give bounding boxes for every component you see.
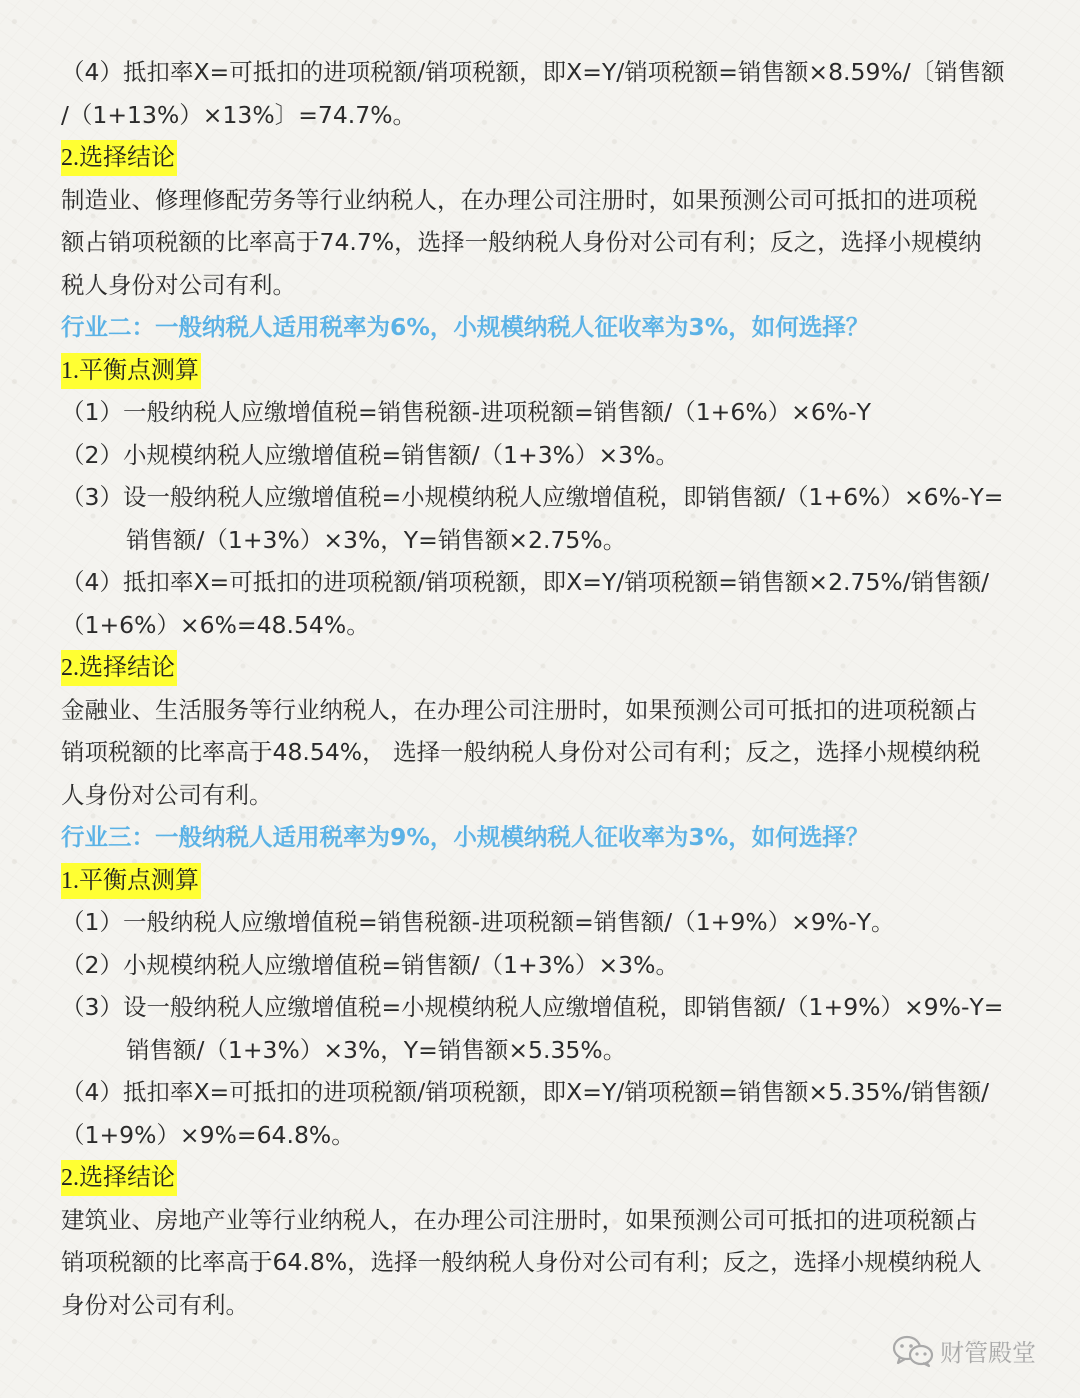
industry-heading: 行业二：一般纳税人适用税率为6%，小规模纳税人征收率为3%，如何选择？	[61, 313, 870, 341]
paragraph-line: （4）抵扣率X=可抵扣的进项税额/销项税额，即X=Y/销项税额=销售额×8.59%/〔销售额	[61, 58, 1005, 86]
paragraph-line: 税人身份对公司有利。	[61, 270, 296, 299]
paragraph-line: 人身份对公司有利。	[61, 780, 273, 809]
section-label-line	[61, 1156, 1036, 1199]
paragraph-line: 金融业、生活服务等行业纳税人，在办理公司注册时，如果预测公司可抵扣的进项税额占	[61, 695, 978, 724]
section-label-line	[61, 349, 1036, 392]
highlighted-section-label: 2.选择结论	[61, 1160, 177, 1196]
watermark-text: 财管殿堂	[940, 1339, 1036, 1367]
paragraph-line: 制造业、修理修配劳务等行业纳税人，在办理公司注册时，如果预测公司可抵扣的进项税	[61, 185, 978, 214]
highlighted-section-label: 2.选择结论	[61, 650, 177, 686]
paragraph-line: /（1+13%）×13%〕=74.7%。	[61, 100, 417, 129]
section-label-line	[61, 136, 1036, 179]
paragraph-line: （1+9%）×9%=64.8%。	[61, 1120, 355, 1149]
paragraph-line: （1+6%）×6%=48.54%。	[61, 610, 370, 639]
paragraph-line: （1）一般纳税人应缴增值税=销售税额-进项税额=销售额/（1+6%）×6%-Y	[61, 398, 871, 426]
section-label-line	[61, 646, 1036, 689]
paragraph-line: 身份对公司有利。	[61, 1290, 249, 1319]
highlighted-section-label: 1.平衡点测算	[61, 863, 201, 899]
paragraph-line: （1）一般纳税人应缴增值税=销售税额-进项税额=销售额/（1+9%）×9%-Y。	[61, 908, 895, 936]
paragraph-line: （4）抵扣率X=可抵扣的进项税额/销项税额，即X=Y/销项税额=销售额×2.75%/销售额/	[61, 568, 990, 596]
paragraph-line: （3）设一般纳税人应缴增值税=小规模纳税人应缴增值税，即销售额/（1+6%）×6%-Y=	[61, 483, 1004, 511]
highlighted-section-label: 1.平衡点测算	[61, 353, 201, 389]
paragraph-line: （2）小规模纳税人应缴增值税=销售额/（1+3%）×3%。	[61, 440, 679, 469]
paragraph-line: 额占销项税额的比率高于74.7%，选择一般纳税人身份对公司有利；反之，选择小规模纳	[61, 228, 982, 256]
paragraph-line: （3）设一般纳税人应缴增值税=小规模纳税人应缴增值税，即销售额/（1+9%）×9%-Y=	[61, 993, 1004, 1021]
article-body	[61, 51, 1036, 1326]
paragraph-line: 建筑业、房地产业等行业纳税人，在办理公司注册时，如果预测公司可抵扣的进项税额占	[61, 1205, 978, 1234]
paragraph-line: （4）抵扣率X=可抵扣的进项税额/销项税额，即X=Y/销项税额=销售额×5.35%/销售额/	[61, 1078, 990, 1106]
wechat-icon	[892, 1334, 934, 1368]
highlighted-section-label: 2.选择结论	[61, 140, 177, 176]
section-label-line	[61, 859, 1036, 902]
paragraph-line-indented: 销售额/（1+3%）×3%，Y=销售额×2.75%。	[126, 525, 627, 554]
paragraph-line: 销项税额的比率高于64.8%，选择一般纳税人身份对公司有利；反之，选择小规模纳税人	[61, 1248, 982, 1276]
paragraph-line: （2）小规模纳税人应缴增值税=销售额/（1+3%）×3%。	[61, 950, 679, 979]
paragraph-line-indented: 销售额/（1+3%）×3%，Y=销售额×5.35%。	[126, 1035, 627, 1064]
paragraph-line: 销项税额的比率高于48.54%， 选择一般纳税人身份对公司有利；反之，选择小规模纳税	[61, 738, 981, 766]
watermark	[892, 1333, 1036, 1368]
industry-heading: 行业三：一般纳税人适用税率为9%，小规模纳税人征收率为3%，如何选择？	[61, 823, 870, 851]
